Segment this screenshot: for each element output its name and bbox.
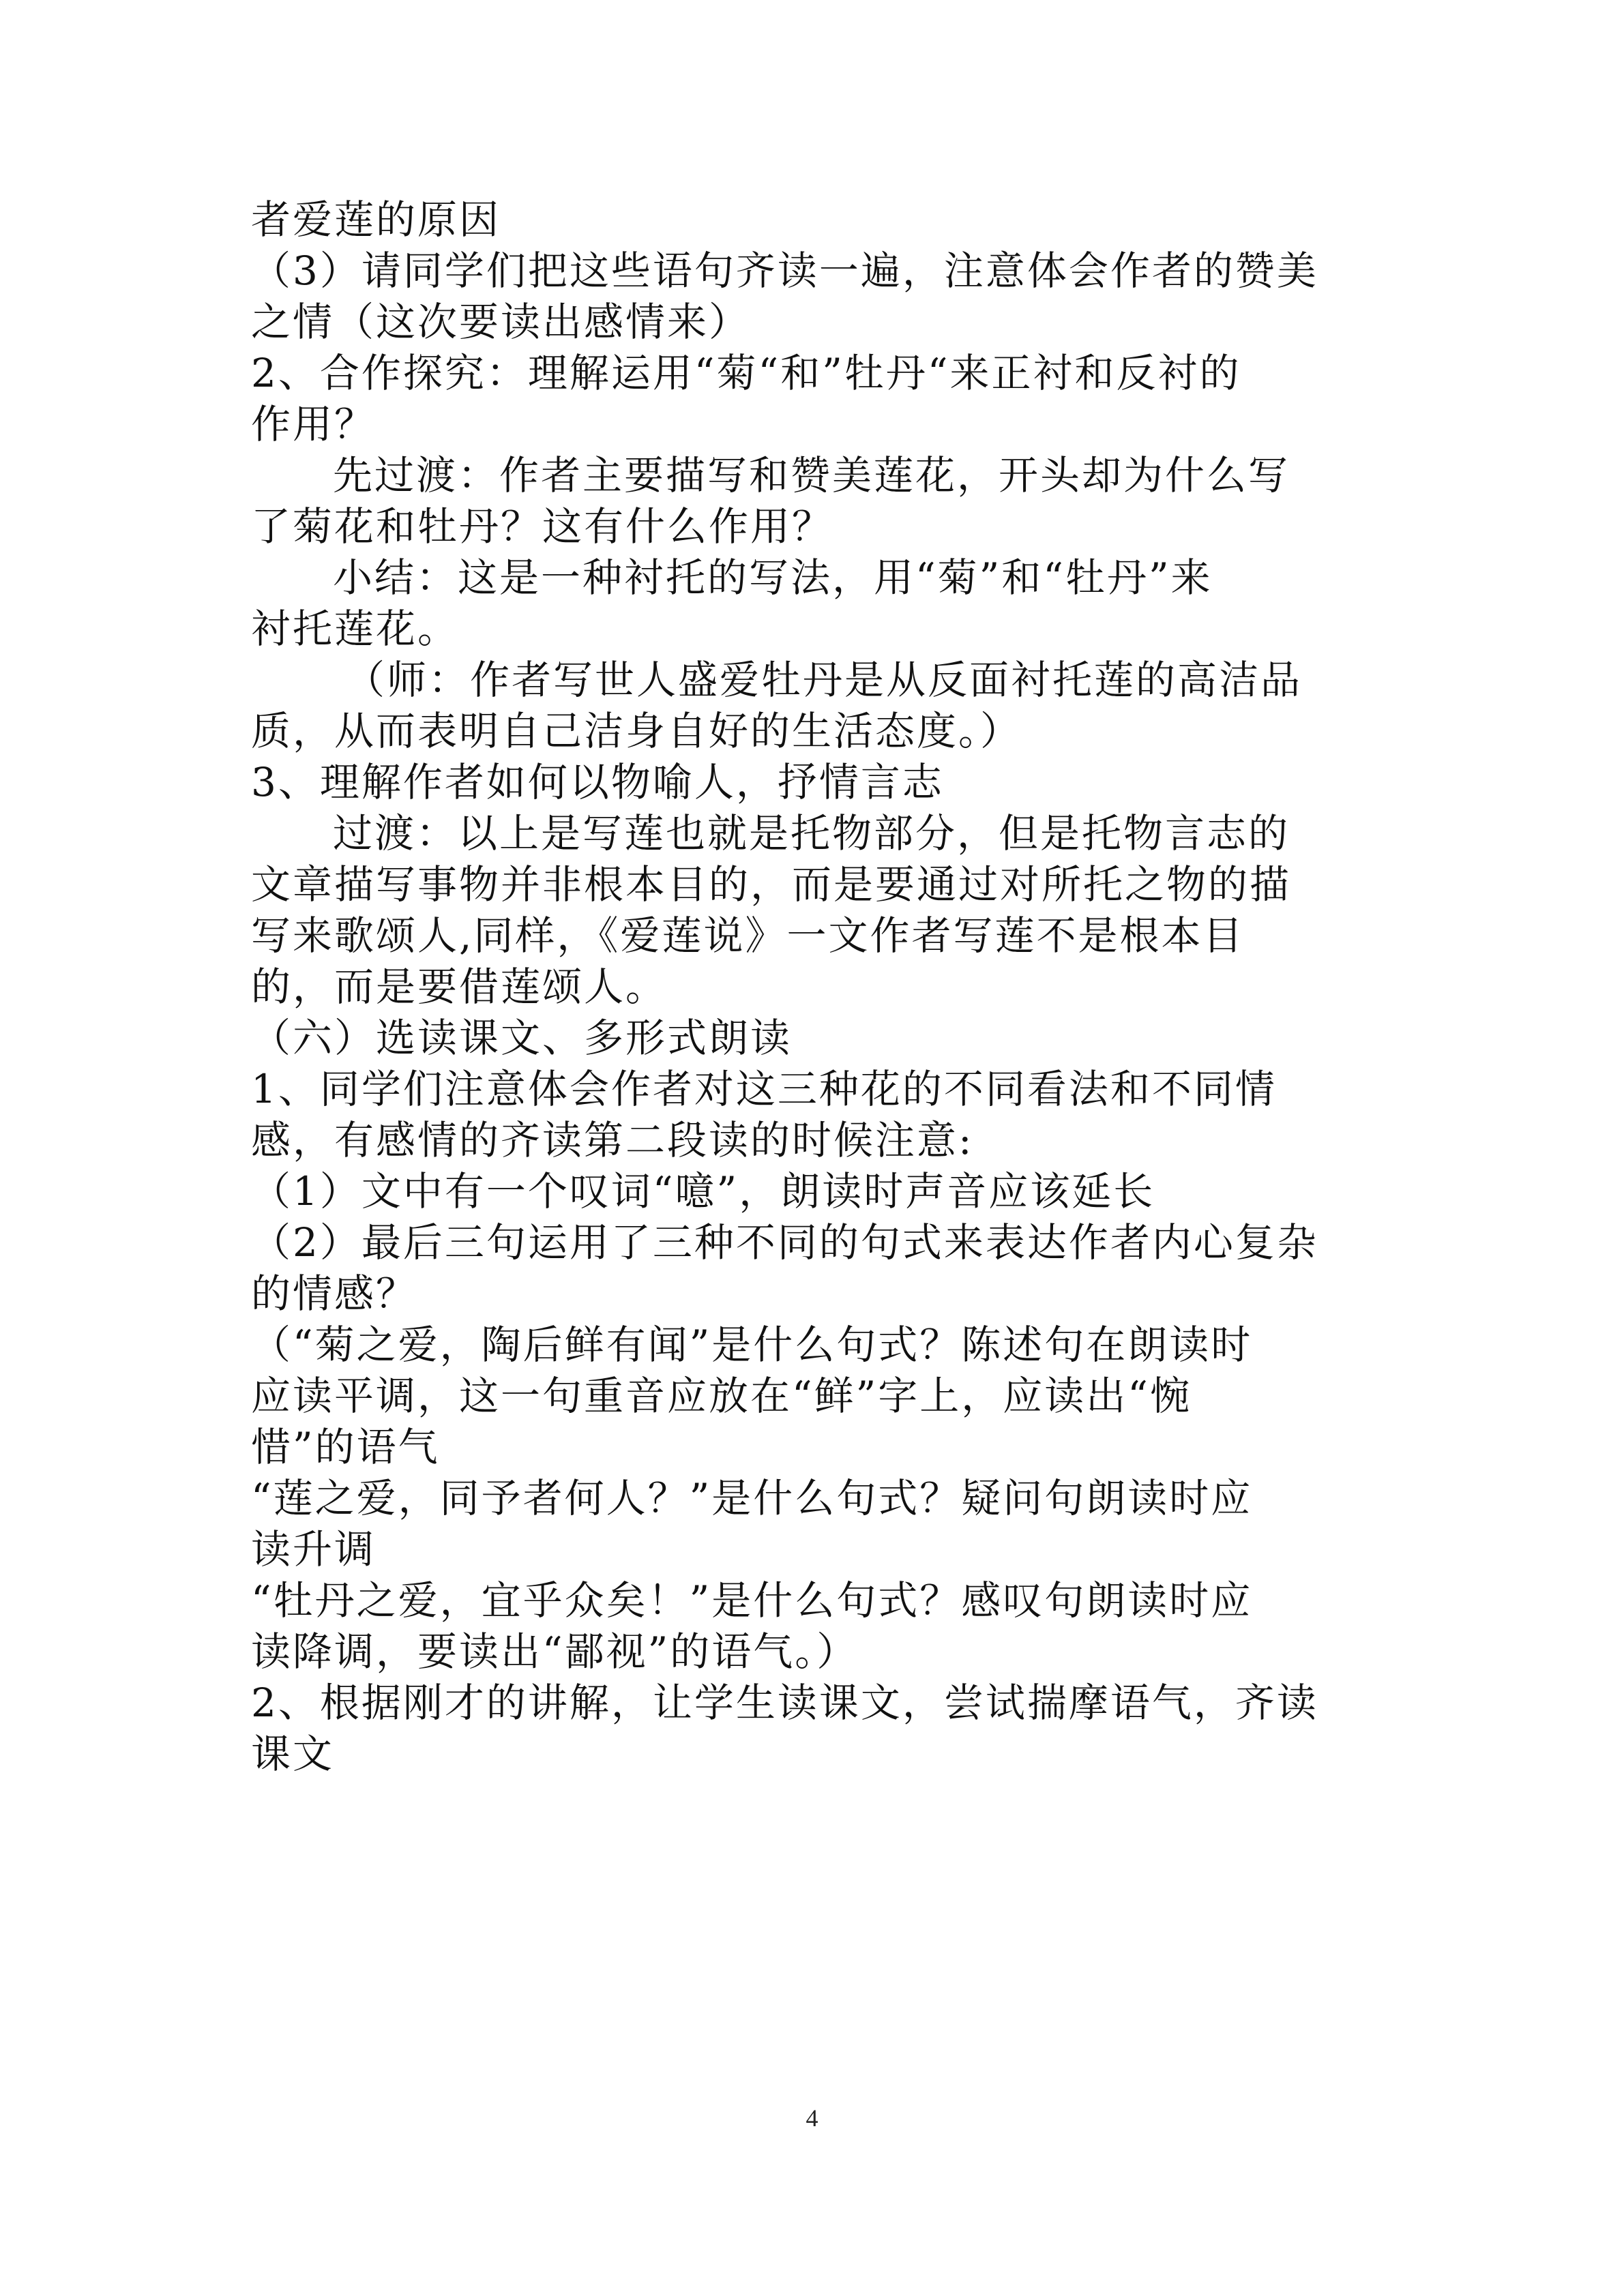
text-line: （3）请同学们把这些语句齐读一遍，注意体会作者的赞美: [251, 248, 1318, 294]
text-line: 课文: [251, 1731, 335, 1777]
text-line: 者爱莲的原因: [251, 196, 501, 243]
text-line: 2、根据刚才的讲解，让学生读课文，尝试揣摩语气，齐读: [251, 1680, 1318, 1726]
document-body: [251, 194, 1376, 1780]
text-line: “牡丹之爱，宜乎众矣！”是什么句式？感叹句朗读时应: [251, 1577, 1253, 1624]
text-line: 写来歌颂人,同样，《爱莲说》一文作者写莲不是根本目: [251, 912, 1245, 959]
text-line: 了菊花和牡丹？这有什么作用？: [251, 503, 834, 550]
text-line: 的情感？: [251, 1270, 418, 1317]
text-line: 之情（这次要读出感情来）: [251, 299, 751, 345]
text-line: 1、同学们注意体会作者对这三种花的不同看法和不同情: [251, 1066, 1277, 1112]
text-line: （六）选读课文、多形式朗读: [251, 1015, 793, 1061]
text-line: 读升调: [251, 1526, 377, 1572]
text-line: 感，有感情的齐读第二段读的时候注意:: [251, 1117, 974, 1163]
text-line: “莲之爱，同予者何人？”是什么句式？疑问句朗读时应: [251, 1475, 1253, 1521]
text-line: 先过渡：作者主要描写和赞美莲花，开头却为什么写: [333, 452, 1290, 498]
page-number: 4: [806, 2104, 818, 2132]
text-line: 文章描写事物并非根本目的，而是要通过对所托之物的描: [251, 861, 1292, 908]
text-line: 读降调，要读出“鄙视”的语气。）: [251, 1628, 859, 1675]
text-line: 过渡：以上是写莲也就是托物部分，但是托物言志的: [333, 810, 1290, 856]
text-line: 应读平调，这一句重音应放在“鲜”字上，应读出“惋: [251, 1373, 1192, 1419]
text-line: 作用？: [251, 401, 377, 447]
text-line: 质，从而表明自己洁身自好的生活态度。）: [251, 708, 1022, 754]
text-line: （师：作者写世人盛爱牡丹是从反面衬托莲的高洁品: [345, 657, 1303, 703]
text-line: （“菊之爱，陶后鲜有闻”是什么句式？陈述句在朗读时: [251, 1322, 1253, 1368]
text-line: （2）最后三句运用了三种不同的句式来表达作者内心复杂: [251, 1219, 1318, 1266]
text-line: （1）文中有一个叹词“噫”，朗读时声音应该延长: [251, 1168, 1155, 1214]
text-line: 小结：这是一种衬托的写法，用“菊”和“牡丹”来: [333, 554, 1213, 601]
text-line: 惜”的语气: [251, 1424, 440, 1470]
text-line: 的，而是要借莲颂人。: [251, 964, 668, 1010]
text-line: 2、合作探究：理解运用“菊“和”牡丹“来正衬和反衬的: [251, 350, 1241, 396]
text-line: 3、理解作者如何以物喻人，抒情言志: [251, 759, 944, 805]
text-line: 衬托莲花。: [251, 606, 460, 652]
